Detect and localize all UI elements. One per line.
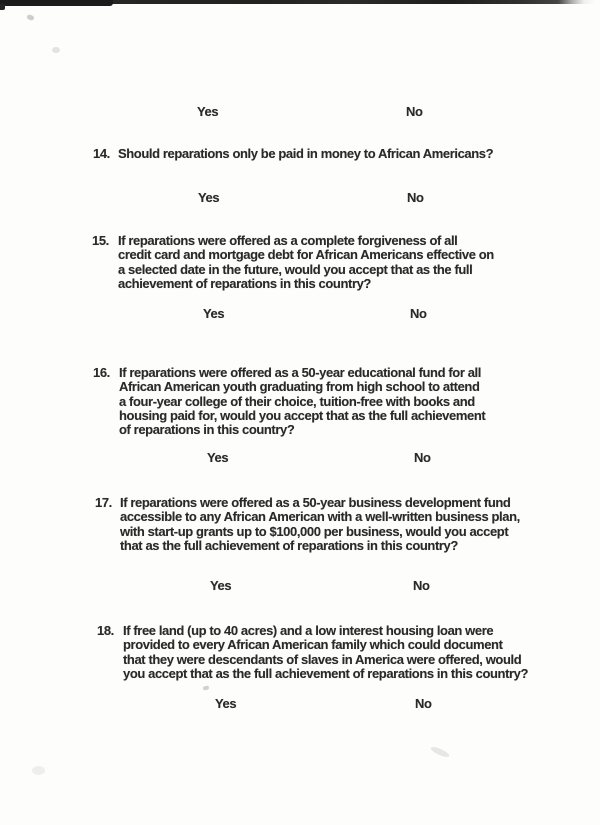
question-text-line: accessible to any African American with a well-written business plan, — [120, 509, 520, 525]
question-text-line: If reparations were offered as a complete forgiveness of all — [118, 233, 458, 248]
question-text — [120, 496, 520, 553]
question-number: 18. — [97, 623, 114, 638]
question-text-line: housing paid for, would you accept that as the full achievement — [119, 407, 486, 423]
question-text-line: credit card and mortgage debt for African Americans effective on — [118, 247, 494, 263]
scan-artifact-corner-notch — [0, 4, 5, 10]
no-option-label: No — [407, 190, 424, 205]
no-option-label: No — [413, 578, 430, 593]
question-text-line: African American youth graduating from high school to attend — [119, 379, 480, 395]
question-text-line: If free land (up to 40 acres) and a low interest housing loan were — [123, 623, 494, 638]
question-text-line: you accept that as the full achievement of reparations in this country? — [123, 665, 529, 681]
scan-smudge — [52, 47, 60, 53]
question-text-line: of reparations in this country? — [119, 422, 295, 438]
yes-option-label: Yes — [210, 578, 232, 593]
question-text-line: provided to every African American family which could document — [123, 637, 503, 653]
question-text-line: achievement of reparations in this country? — [118, 275, 371, 291]
yes-option-label: Yes — [198, 190, 220, 205]
question-text-line: with start-up grants up to $100,000 per business, would you accept — [120, 523, 509, 539]
scan-smudge — [203, 685, 210, 690]
scan-smudge — [430, 745, 451, 759]
yes-option-label: Yes — [215, 696, 237, 711]
question-number: 16. — [93, 365, 110, 380]
question-text — [118, 234, 494, 291]
question-number: 14. — [93, 146, 110, 161]
question-text-line: that as the full achievement of reparations in this country? — [120, 537, 458, 553]
no-option-label: No — [415, 696, 432, 711]
question-number: 17. — [95, 495, 112, 510]
question-text-line: a four-year college of their choice, tuition-free with books and — [119, 393, 475, 409]
question-text — [118, 147, 493, 161]
question-text — [123, 624, 528, 681]
yes-option-label: Yes — [203, 306, 225, 321]
scan-smudge — [32, 766, 45, 775]
no-option-label: No — [414, 450, 431, 465]
scan-artifact-top-bar-thick — [0, 0, 113, 6]
no-option-label: No — [406, 104, 423, 119]
yes-option-label: Yes — [207, 450, 229, 465]
question-text — [119, 366, 485, 437]
scan-smudge — [26, 14, 34, 21]
yes-option-label: Yes — [197, 104, 219, 119]
question-text-line: Should reparations only be paid in money to African Americans? — [118, 146, 494, 161]
question-text-line: If reparations were offered as a 50-year educational fund for all — [119, 365, 481, 380]
question-text-line: that they were descendants of slaves in America were offered, would — [123, 651, 522, 667]
question-number: 15. — [92, 233, 109, 248]
no-option-label: No — [410, 306, 427, 321]
question-text-line: If reparations were offered as a 50-year business development fund — [120, 495, 511, 510]
question-text-line: a selected date in the future, would you accept that as the full — [118, 261, 473, 277]
